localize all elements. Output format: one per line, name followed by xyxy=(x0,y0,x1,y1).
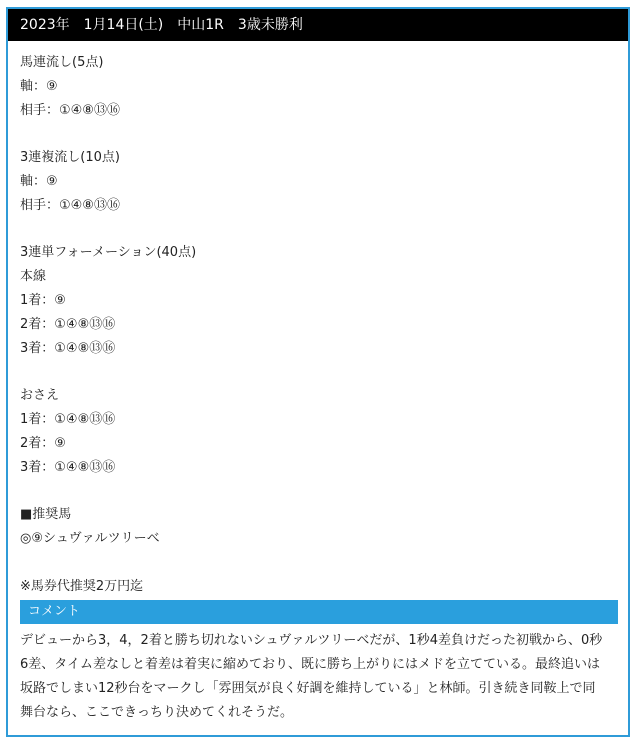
sanrentan-main-third: 3着：①④⑧⑬⑯ xyxy=(20,340,116,356)
sanrenpuku-heading: 3連複流し(10点) xyxy=(20,150,120,166)
sanrentan-cover-label: おさえ xyxy=(20,388,60,404)
sanrenpuku-partners: 相手：①④⑧⑬⑯ xyxy=(20,197,120,213)
sanrentan-main-label: 本線 xyxy=(20,269,47,285)
comment-label: コメント xyxy=(20,600,618,624)
sanrentan-cover-second: 2着：⑨ xyxy=(20,435,66,451)
comment-text xyxy=(20,629,616,725)
comment-line: 坂路でしまい12秒台をマークし「雰囲気が良く好調を維持している」と林師。引き続き同鞍上で同 xyxy=(20,681,596,696)
comment-line: デビューから3，4，2着と勝ち切れないシュヴァルツリーベだが、1秒4差負けだった初戦から、0秒 xyxy=(20,633,603,648)
spacer xyxy=(20,218,616,242)
spacer xyxy=(20,360,616,384)
comment-line: 舞台なら、ここできっちり決めてくれそうだ。 xyxy=(20,705,294,720)
race-header: 2023年 1月14日(土) 中山1R 3歳未勝利 xyxy=(8,9,628,41)
sanrentan-cover-third: 3着：①④⑧⑬⑯ xyxy=(20,459,116,475)
spacer xyxy=(20,551,616,575)
budget-note: ※馬券代推奨2万円迄 xyxy=(20,578,144,594)
sanrenpuku-axis: 軸：⑨ xyxy=(20,173,58,189)
spacer xyxy=(20,122,616,146)
umaren-axis: 軸：⑨ xyxy=(20,78,58,94)
umaren-heading: 馬連流し(5点) xyxy=(20,55,104,70)
sanrentan-main-first: 1着：⑨ xyxy=(20,292,66,308)
recommended-heading: ■推奨馬 xyxy=(20,507,72,523)
sanrentan-heading: 3連単フォーメーション(40点) xyxy=(20,245,197,261)
comment-line: 6差、タイム差なしと着差は着実に縮めており、既に勝ち上がりにはメドを立てている。最終追いは xyxy=(20,657,601,672)
sanrentan-cover-first: 1着：①④⑧⑬⑯ xyxy=(20,411,116,427)
prediction-card xyxy=(6,7,630,737)
recommended-horse: ◎⑨シュヴァルツリーベ xyxy=(20,530,160,546)
sanrentan-main-second: 2着：①④⑧⑬⑯ xyxy=(20,316,116,332)
spacer xyxy=(20,479,616,503)
bet-content xyxy=(8,41,628,598)
umaren-partners: 相手：①④⑧⑬⑯ xyxy=(20,102,120,118)
